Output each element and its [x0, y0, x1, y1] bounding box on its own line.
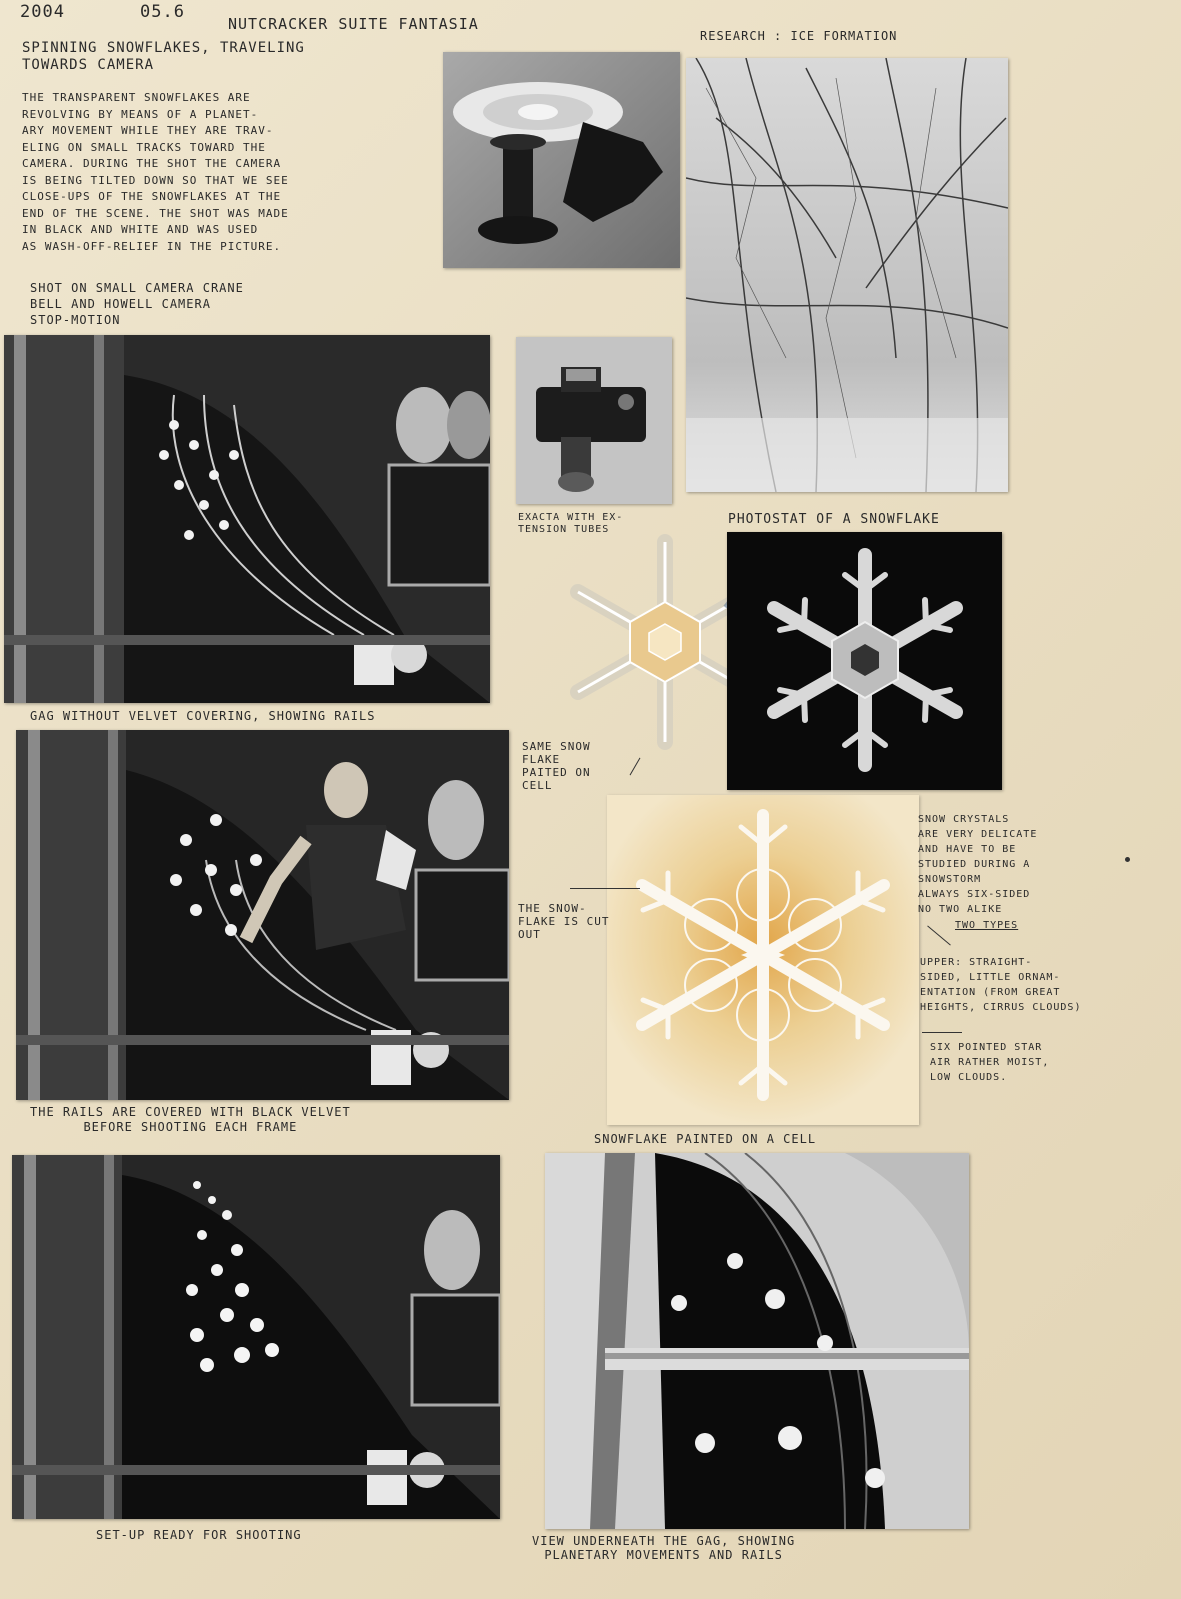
photostat-caption: PHOTOSTAT OF A SNOWFLAKE — [728, 512, 940, 527]
intro-heading: SPINNING SNOWFLAKES, TRAVELING TOWARDS CAMERA — [22, 40, 305, 73]
crane-note: SHOT ON SMALL CAMERA CRANE BELL AND HOWELL CAMERA STOP-MOTION — [30, 281, 244, 327]
photostat-snowflake-photo — [727, 532, 1002, 790]
page-year: 2004 — [20, 2, 65, 22]
research-label: RESEARCH : ICE FORMATION — [700, 29, 898, 43]
six-pointed-arrow — [922, 1032, 962, 1033]
underneath-gag-photo — [545, 1153, 969, 1529]
two-types-note: TWO TYPES — [955, 920, 1019, 931]
setup-caption: SET-UP READY FOR SHOOTING — [96, 1528, 302, 1542]
exacta-camera-photo — [516, 337, 672, 504]
underneath-caption: VIEW UNDERNEATH THE GAG, SHOWING PLANETARY MOVEMENTS AND RAILS — [532, 1534, 796, 1562]
gag-without-velvet-caption: GAG WITHOUT VELVET COVERING, SHOWING RAILS — [30, 709, 376, 723]
snowflake-model-photo — [443, 52, 680, 268]
same-snowflake-caption: SAME SNOW FLAKE PAITED ON CELL — [522, 740, 591, 792]
snowflake-cut-cell — [607, 795, 919, 1125]
same-snowflake-arrow — [630, 758, 641, 776]
six-pointed-note: SIX POINTED STAR AIR RATHER MOIST, LOW CLOUDS. — [930, 1042, 1050, 1083]
snow-crystals-note: SNOW CRYSTALS ARE VERY DELICATE AND HAVE TO BE STUDIED DURING A SNOWSTORM ALWAYS SIX-SIDED NO TWO ALIKE — [918, 814, 1038, 915]
two-types-arrow — [927, 925, 951, 945]
painted-on-cell-caption: SNOWFLAKE PAINTED ON A CELL — [594, 1132, 817, 1146]
upper-type-note: UPPER: STRAIGHT- SIDED, LITTLE ORNAM- ENTATION (FROM GREAT HEIGHTS, CIRRUS CLOUDS) — [920, 957, 1082, 1013]
page-title: NUTCRACKER SUITE FANTASIA — [228, 15, 479, 33]
cut-out-caption: THE SNOW- FLAKE IS CUT OUT — [518, 902, 610, 941]
page-code: 05.6 — [140, 2, 185, 22]
rails-covered-caption: THE RAILS ARE COVERED WITH BLACK VELVET BEFORE SHOOTING EACH FRAME — [30, 1105, 351, 1134]
intro-body: THE TRANSPARENT SNOWFLAKES ARE REVOLVING BY MEANS OF A PLANET- ARY MOVEMENT WHILE THEY ARE TRAV- ELING ON SMALL TRACKS TOWARD THE CAMERA. DURING THE SHOT THE CAMERA IS BEING TILTED DOWN SO THAT WE SEE CLOSE-UPS OF THE SNOWFLAKES AT THE END OF THE SCENE. THE SHOT WAS MADE IN BLACK AND WHITE AND WAS USED AS WASH-OFF-RELIEF IN THE PICTURE. — [22, 91, 289, 253]
rails-covered-photo — [16, 730, 509, 1100]
cut-out-arrow — [570, 888, 640, 889]
exacta-caption: EXACTA WITH EX- TENSION TUBES — [518, 512, 624, 535]
gag-without-velvet-photo — [4, 335, 490, 703]
setup-ready-photo — [12, 1155, 500, 1519]
margin-dot — [1125, 857, 1130, 862]
ice-formation-photo — [686, 58, 1008, 492]
